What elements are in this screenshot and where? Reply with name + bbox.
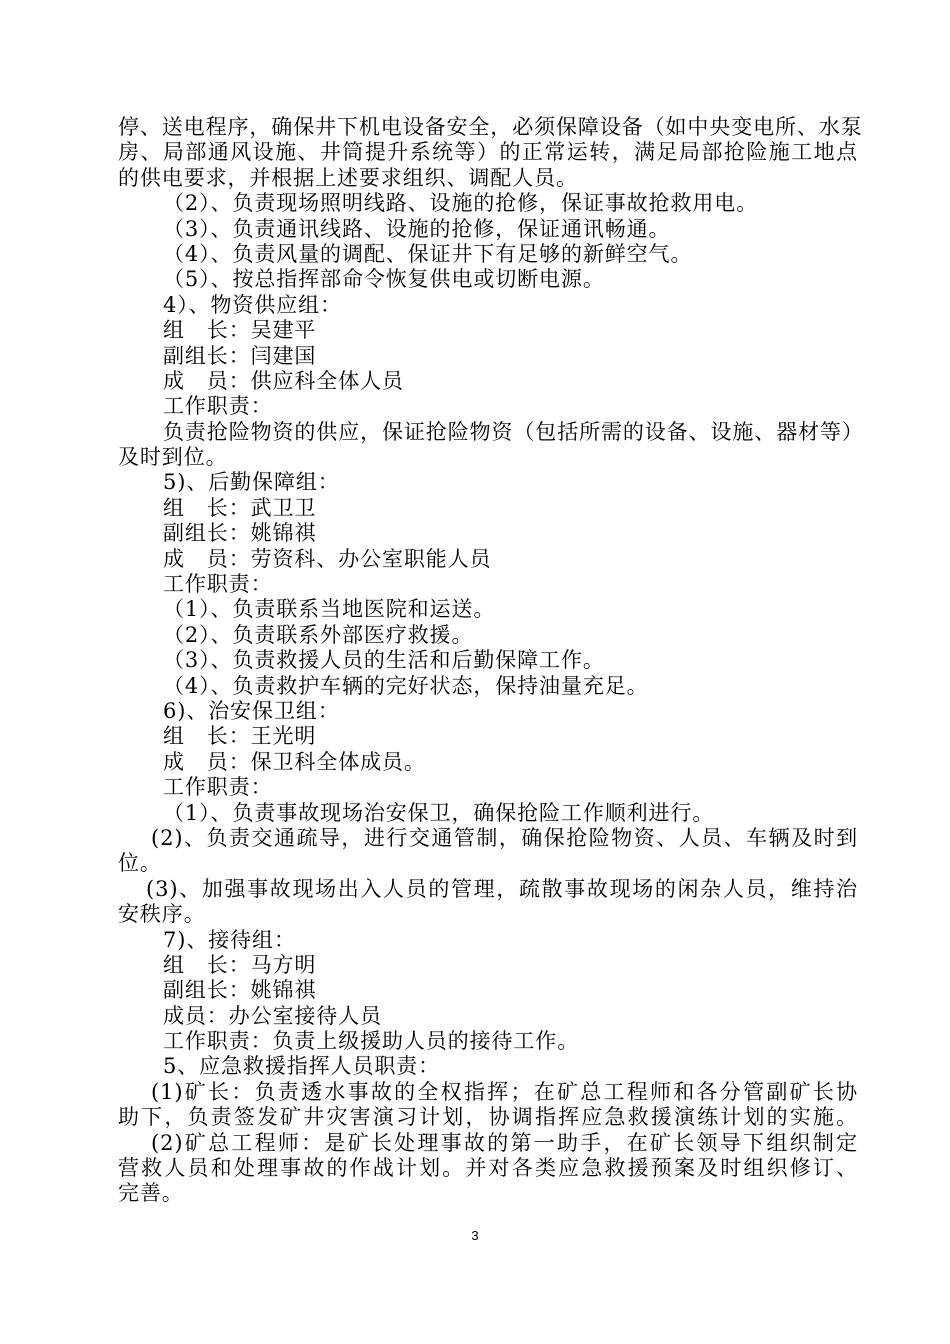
list-item: （1）、负责联系当地医院和运送。 — [163, 597, 496, 622]
duties-label: 工作职责：负责上级援助人员的接待工作。 — [163, 1029, 580, 1054]
list-item: （4）、负责救护车辆的完好状态，保持油量充足。 — [163, 673, 649, 698]
list-item: (3)、加强事故现场出入人员的管理，疏散事故现场的闲杂人员，维持治 — [146, 876, 858, 901]
section-heading: 4）、物资供应组： — [163, 292, 342, 317]
list-item: (2)、负责交通疏导，进行交通管制，确保抢险物资、人员、车辆及时到 — [151, 825, 858, 850]
document-body — [118, 115, 864, 1207]
paragraph-line: 营救人员和处理事故的作战计划。并对各类应急救援预案及时组织修订、 — [118, 1156, 858, 1181]
paragraph-line: 房、局部通风设施、井筒提升系统等）的正常运转，满足局部抢险施工地点 — [118, 140, 858, 165]
group-leader: 组 长：马方明 — [163, 952, 317, 977]
page-number: 3 — [471, 1228, 479, 1243]
section-heading: 6)、治安保卫组： — [163, 698, 340, 723]
group-leader: 组 长：吴建平 — [163, 318, 317, 343]
list-item: （2）、负责联系外部医疗救援。 — [163, 622, 474, 647]
group-members: 成 员：供应科全体人员 — [163, 368, 404, 393]
list-item: （5）、按总指挥部命令恢复供电或切断电源。 — [163, 267, 605, 292]
paragraph-line: 负责抢险物资的供应，保证抢险物资（包括所需的设备、设施、器材等） — [163, 419, 864, 444]
list-item: （2）、负责现场照明线路、设施的抢修，保证事故抢救用电。 — [163, 191, 759, 216]
paragraph-line: 完善。 — [118, 1181, 184, 1206]
list-item: （1）、负责事故现场治安保卫，确保抢险工作顺利进行。 — [163, 800, 715, 825]
list-item: （4）、负责风量的调配、保证井下有足够的新鲜空气。 — [163, 241, 693, 266]
paragraph-line: 安秩序。 — [118, 902, 206, 927]
duties-label: 工作职责： — [163, 572, 273, 597]
paragraph-line: 停、送电程序，确保井下机电设备安全，必须保障设备（如中央变电所、水泵 — [118, 115, 863, 139]
group-members: 成 员：保卫科全体成员。 — [163, 749, 426, 774]
list-item: (1)矿长：负责透水事故的全权指挥；在矿总工程师和各分管副矿长协 — [151, 1079, 858, 1104]
paragraph-line: 及时到位。 — [118, 445, 228, 470]
deputy-leader: 副组长：闫建国 — [163, 343, 317, 368]
group-members: 成 员：劳资科、办公室职能人员 — [163, 546, 492, 571]
group-members: 成员：办公室接待人员 — [163, 1003, 382, 1028]
list-item: （3）、负责通讯线路、设施的抢修，保证通讯畅通。 — [163, 216, 671, 241]
list-item: (2)矿总工程师：是矿长处理事故的第一助手，在矿长领导下组织制定 — [151, 1130, 858, 1155]
section-heading: 5、应急救援指挥人员职责： — [163, 1054, 441, 1079]
section-heading: 7)、接待组： — [163, 927, 296, 952]
deputy-leader: 副组长：姚锦祺 — [163, 521, 317, 546]
section-heading: 5)、后勤保障组： — [163, 470, 340, 495]
paragraph-line: 的供电要求，并根据上述要求组织、调配人员。 — [118, 165, 578, 190]
paragraph-line: 位。 — [118, 851, 162, 876]
group-leader: 组 长：王光明 — [163, 724, 317, 749]
deputy-leader: 副组长：姚锦祺 — [163, 978, 317, 1003]
paragraph-line: 助下，负责签发矿井灾害演习计划，协调指挥应急救援演练计划的实施。 — [118, 1105, 858, 1130]
group-leader: 组 长：武卫卫 — [163, 495, 317, 520]
duties-label: 工作职责： — [163, 775, 273, 800]
list-item: （3）、负责救援人员的生活和后勤保障工作。 — [163, 648, 605, 673]
duties-label: 工作职责： — [163, 394, 273, 419]
